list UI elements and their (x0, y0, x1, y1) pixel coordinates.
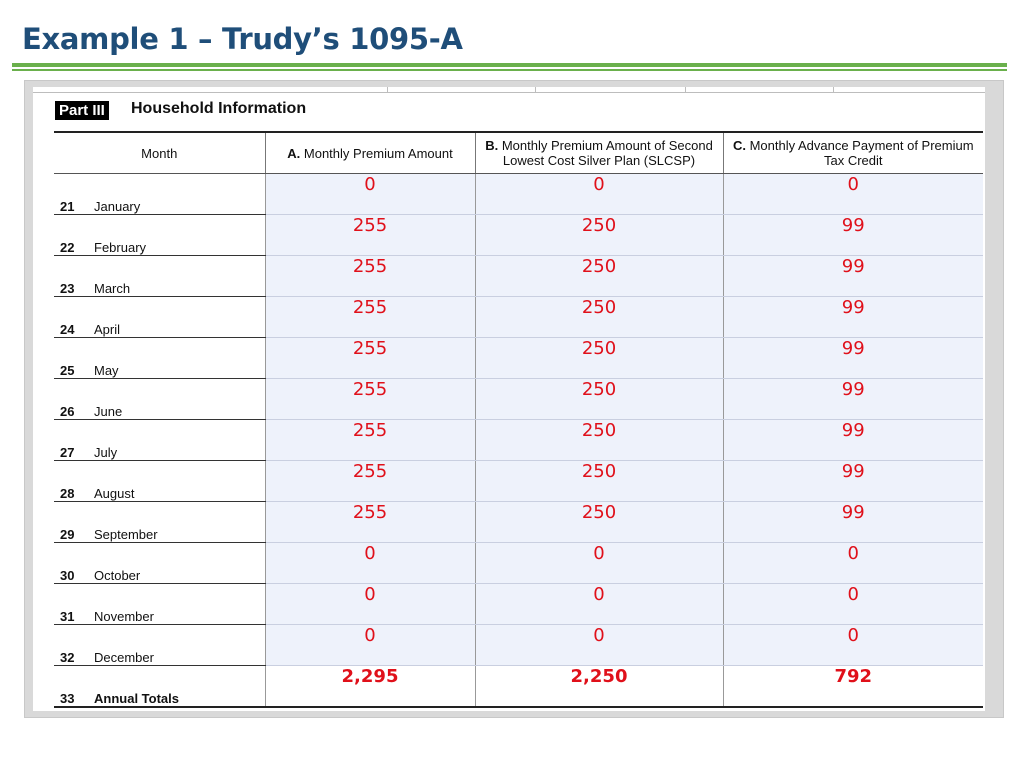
table-row (54, 297, 983, 338)
slcsp-cell: 250 (475, 215, 723, 256)
title-underline-thin (12, 69, 1007, 71)
aptc-cell: 99 (723, 420, 983, 461)
total-premium-cell: 2,295 (265, 666, 475, 708)
premium-cell: 255 (265, 215, 475, 256)
slcsp-cell: 250 (475, 379, 723, 420)
slcsp-cell: 250 (475, 256, 723, 297)
table-row (54, 256, 983, 297)
aptc-cell: 99 (723, 256, 983, 297)
title-underline-thick (12, 63, 1007, 67)
slcsp-cell: 250 (475, 461, 723, 502)
total-aptc-cell: 792 (723, 666, 983, 708)
premium-cell: 0 (265, 543, 475, 584)
aptc-cell: 99 (723, 215, 983, 256)
part-badge: Part III (55, 101, 109, 120)
month-cell: 21 January (54, 174, 265, 215)
aptc-cell: 0 (723, 543, 983, 584)
table-header-row (54, 132, 983, 174)
aptc-cell: 99 (723, 297, 983, 338)
form-1095a-excerpt (33, 87, 985, 711)
premium-cell: 255 (265, 256, 475, 297)
table-row (54, 502, 983, 543)
slcsp-cell: 0 (475, 584, 723, 625)
slcsp-cell: 250 (475, 338, 723, 379)
month-cell: 31 November (54, 584, 265, 625)
month-cell: 28 August (54, 461, 265, 502)
column-header-a: A. Monthly Premium Amount (265, 132, 475, 174)
table-row (54, 215, 983, 256)
month-cell: 23 March (54, 256, 265, 297)
table-row (54, 543, 983, 584)
month-cell: 22 February (54, 215, 265, 256)
aptc-cell: 0 (723, 174, 983, 215)
premium-cell: 0 (265, 625, 475, 666)
aptc-cell: 99 (723, 338, 983, 379)
slcsp-cell: 0 (475, 174, 723, 215)
slcsp-cell: 250 (475, 420, 723, 461)
month-cell: 26 June (54, 379, 265, 420)
month-cell: 32 December (54, 625, 265, 666)
slcsp-cell: 0 (475, 625, 723, 666)
annual-totals-row (54, 666, 983, 708)
table-row (54, 338, 983, 379)
month-cell: 27 July (54, 420, 265, 461)
totals-label-cell: 33 Annual Totals (54, 666, 265, 708)
aptc-cell: 99 (723, 502, 983, 543)
premium-cell: 255 (265, 379, 475, 420)
premium-cell: 255 (265, 297, 475, 338)
slcsp-cell: 0 (475, 543, 723, 584)
premium-cell: 255 (265, 420, 475, 461)
table-row (54, 379, 983, 420)
slcsp-cell: 250 (475, 297, 723, 338)
slide-title: Example 1 – Trudy’s 1095-A (22, 22, 463, 56)
cropped-row-above (33, 87, 985, 93)
part-title: Household Information (131, 100, 307, 117)
column-header-b: B. Monthly Premium Amount of Second Lowest Cost Silver Plan (SLCSP) (475, 132, 723, 174)
premium-cell: 255 (265, 461, 475, 502)
aptc-cell: 0 (723, 584, 983, 625)
column-header-month: Month (54, 132, 265, 174)
premium-cell: 255 (265, 502, 475, 543)
table-row (54, 174, 983, 215)
aptc-cell: 99 (723, 379, 983, 420)
aptc-cell: 99 (723, 461, 983, 502)
table-row (54, 420, 983, 461)
column-header-c: C. Monthly Advance Payment of Premium Tax Credit (723, 132, 983, 174)
premium-cell: 255 (265, 338, 475, 379)
month-cell: 29 September (54, 502, 265, 543)
month-cell: 25 May (54, 338, 265, 379)
aptc-cell: 0 (723, 625, 983, 666)
slcsp-cell: 250 (475, 502, 723, 543)
table-row (54, 584, 983, 625)
table-row (54, 461, 983, 502)
table-row (54, 625, 983, 666)
month-cell: 24 April (54, 297, 265, 338)
month-cell: 30 October (54, 543, 265, 584)
premium-cell: 0 (265, 584, 475, 625)
total-slcsp-cell: 2,250 (475, 666, 723, 708)
premium-cell: 0 (265, 174, 475, 215)
household-information-table (54, 131, 983, 708)
